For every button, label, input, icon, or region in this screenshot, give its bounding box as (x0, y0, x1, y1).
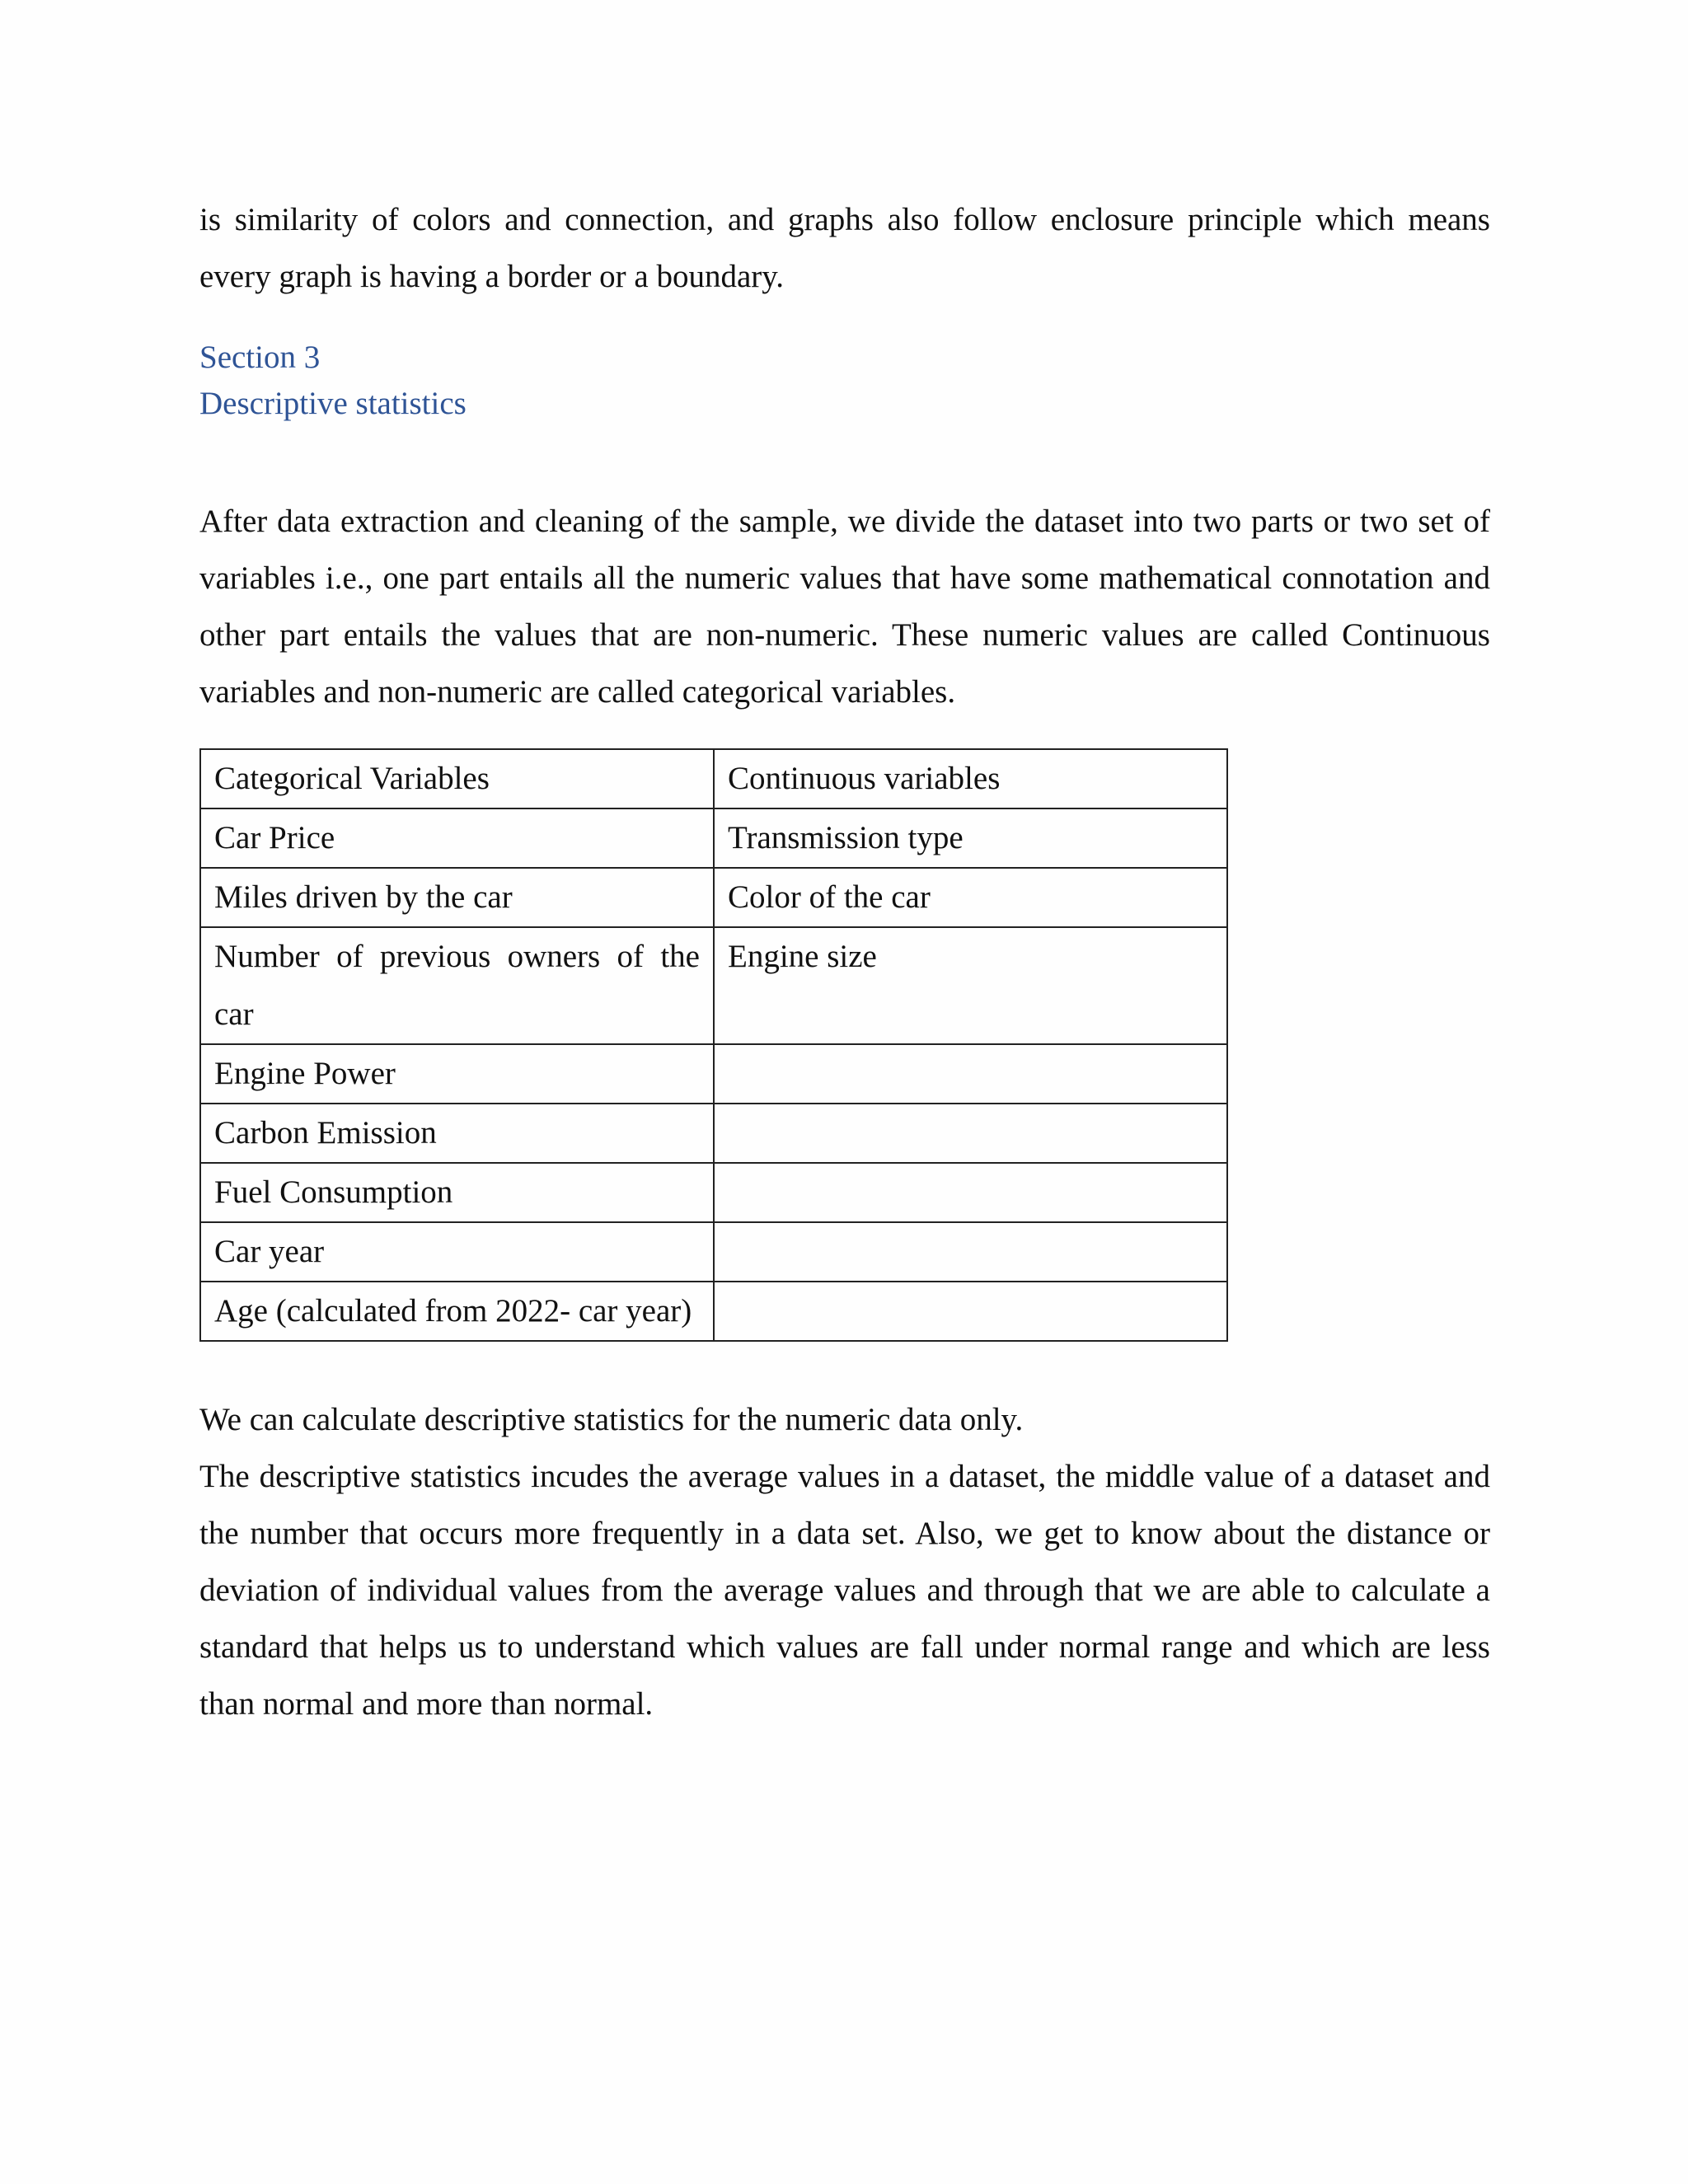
table-cell: Fuel Consumption (200, 1163, 714, 1222)
table-cell (714, 1044, 1227, 1104)
table-cell: Car year (200, 1222, 714, 1282)
table-cell: Color of the car (714, 868, 1227, 927)
table-row (200, 1044, 1227, 1104)
header-categorical: Categorical Variables (200, 749, 714, 808)
table-cell: Age (calculated from 2022- car year) (200, 1282, 714, 1341)
table-cell: Number of previous owners of the car (200, 927, 714, 1044)
table-cell: Engine size (714, 927, 1227, 1044)
closing-line: We can calculate descriptive statistics for the numeric data only. (199, 1402, 1024, 1437)
table-cell: Carbon Emission (200, 1104, 714, 1163)
section-title: Descriptive statistics (199, 386, 467, 421)
table-cell (714, 1163, 1227, 1222)
table-cell: Car Price (200, 808, 714, 868)
table-cell: Engine Power (200, 1044, 714, 1104)
table-row (200, 927, 1227, 1044)
table-row (200, 1282, 1227, 1341)
table-cell (714, 1222, 1227, 1282)
table-row (200, 1104, 1227, 1163)
table-cell (714, 1282, 1227, 1341)
data-paragraph: After data extraction and cleaning of the sample, we divide the dataset into two parts or two set of variables i.e., one part entails all the numeric values that have some mathematical connotation and other part entails the values that are non-numeric. These numeric values are called Continuous variables and non-numeric are called categorical variables. (199, 504, 1490, 710)
table-row (200, 1163, 1227, 1222)
table-row (200, 868, 1227, 927)
closing-paragraph: The descriptive statistics incudes the average values in a dataset, the middle value of a dataset and the number that occurs more frequently in a data set. Also, we get to know about the distance or deviation of individual values from the average values and through that we are able to calculate a standard that helps us to understand which values are fall under normal range and which are less than normal and more than normal. (199, 1459, 1490, 1722)
header-continuous: Continuous variables (714, 749, 1227, 808)
table-cell: Transmission type (714, 808, 1227, 868)
table-row (200, 1222, 1227, 1282)
table-cell (714, 1104, 1227, 1163)
page-content (199, 191, 1490, 1732)
table-header-row (200, 749, 1227, 808)
table-cell: Miles driven by the car (200, 868, 714, 927)
intro-paragraph: is similarity of colors and connection, and graphs also follow enclosure principle which means every graph is having a border or a boundary. (199, 202, 1490, 294)
section-heading (199, 335, 1490, 427)
table-row (200, 808, 1227, 868)
section-number: Section 3 (199, 340, 321, 375)
variables-table (199, 748, 1228, 1342)
